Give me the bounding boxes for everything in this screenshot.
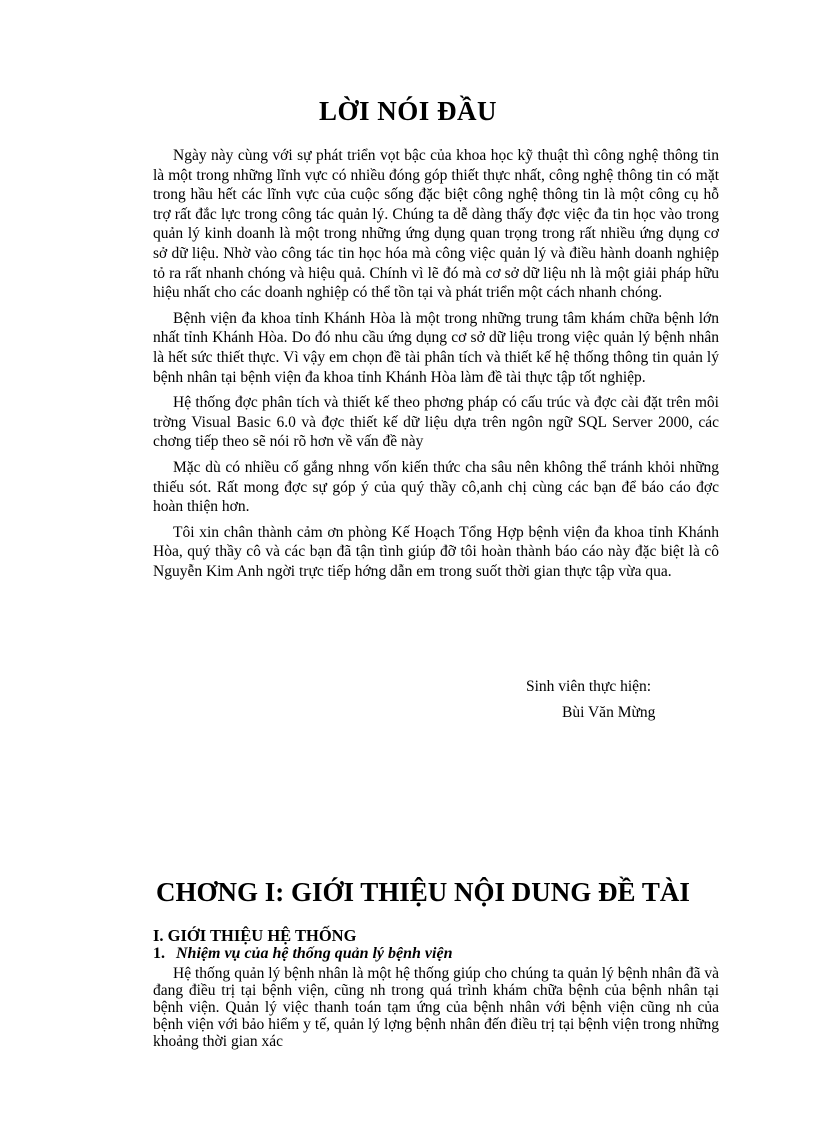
- preface-paragraph-4: Mặc dù có nhiều cố gắng nhng vốn kiến thức cha sâu nên không thể tránh khỏi những thiếu sót. Rất mong đợc sự góp ý của quý thầy cô,anh chị cùng các bạn để báo cáo đợc hoàn thiện hơn.: [153, 458, 719, 516]
- preface-body: [153, 146, 719, 587]
- preface-paragraph-5: Tôi xin chân thành cảm ơn phòng Kế Hoạch Tổng Hợp bệnh viện đa khoa tỉnh Khánh Hòa, quý thầy cô và các bạn đã tận tình giúp đỡ tôi hoàn thành báo cáo này đặc biệt là cô Nguyễn Kim Anh ngời trực tiếp hớng dẫn em trong suốt thời gian thực tập vừa qua.: [153, 523, 719, 580]
- preface-paragraph-1: Ngày này cùng với sự phát triển vọt bậc của khoa học kỹ thuật thì công nghệ thông tin là một trong những lĩnh vực có nhiều đóng góp thiết thực nhất, công nghệ thông tin có mặt trong hầu hết các lĩnh vực của cuộc sống đặc biệt công nghệ thông tin là một công cụ hỗ trợ rất đắc lực trong công tác quản lý. Chúng ta dễ dàng thấy đợc việc đa tin học vào trong quản lý kinh doanh là một trong những ứng dụng quan trọng trong rất nhiều ứng dụng cơ sở dữ liệu. Nhờ vào công tác tin học hóa mà công việc quản lý và điều hành doanh nghiệp tỏ ra rất nhanh chóng và hiệu quả. Chính vì lẽ đó mà cơ sở dữ liệu nh là một giải pháp hữu hiệu nhất cho các doanh nghiệp có thể tồn tại và phát triển một cách nhanh chóng.: [153, 147, 719, 302]
- chapter-body: [153, 965, 719, 1050]
- signature-label: Sinh viên thực hiện:: [526, 678, 652, 695]
- section-heading: I. GIỚI THIỆU HỆ THỐNG: [153, 926, 357, 945]
- chapter-title: CHƠNG I: GIỚI THIỆU NỘI DUNG ĐỀ TÀI: [156, 877, 690, 907]
- chapter-paragraph: Hệ thống quản lý bệnh nhân là một hệ thống giúp cho chúng ta quản lý bệnh nhân đã và đang điều trị tại bệnh viện, cũng nh trong quá trình khám chữa bệnh của bệnh nhân tại bệnh viện. Quản lý việc thanh toán tạm ứng của bệnh nhân với bệnh viện cũng nh của bệnh viện với bảo hiểm y tế, quản lý lợng bệnh nhân đến điều trị tại bệnh viện trong những khoảng thời gian xác: [153, 965, 719, 1050]
- subsection-heading: [153, 945, 452, 963]
- preface-title: LỜI NÓI ĐẦU: [318, 96, 498, 126]
- signature-name: Bùi Văn Mừng: [562, 704, 656, 721]
- preface-paragraph-2: Bệnh viện đa khoa tỉnh Khánh Hòa là một trong những trung tâm khám chữa bệnh lớn nhất tỉnh Khánh Hòa. Do đó nhu cầu ứng dụng cơ sở dữ liệu trong việc quản lý bệnh nhân là hết sức thiết thực. Vì vậy em chọn đề tài phân tích và thiết kế hệ thống thông tin quản lý bệnh nhân tại bệnh viện đa khoa tỉnh Khánh Hòa làm đề tài thực tập tốt nghiệp.: [153, 309, 719, 386]
- subsection-title: Nhiệm vụ của hệ thống quản lý bệnh viện: [176, 945, 453, 962]
- subsection-number: 1.: [153, 945, 165, 962]
- preface-paragraph-3: Hệ thống đợc phân tích và thiết kế theo phơng pháp có cấu trúc và đợc cài đặt trên môi trờng Visual Basic 6.0 và đợc thiết kế dữ liệu dựa trên ngôn ngữ SQL Server 2000, các chơng tiếp theo sẽ nói rõ hơn về vấn đề này: [153, 394, 719, 451]
